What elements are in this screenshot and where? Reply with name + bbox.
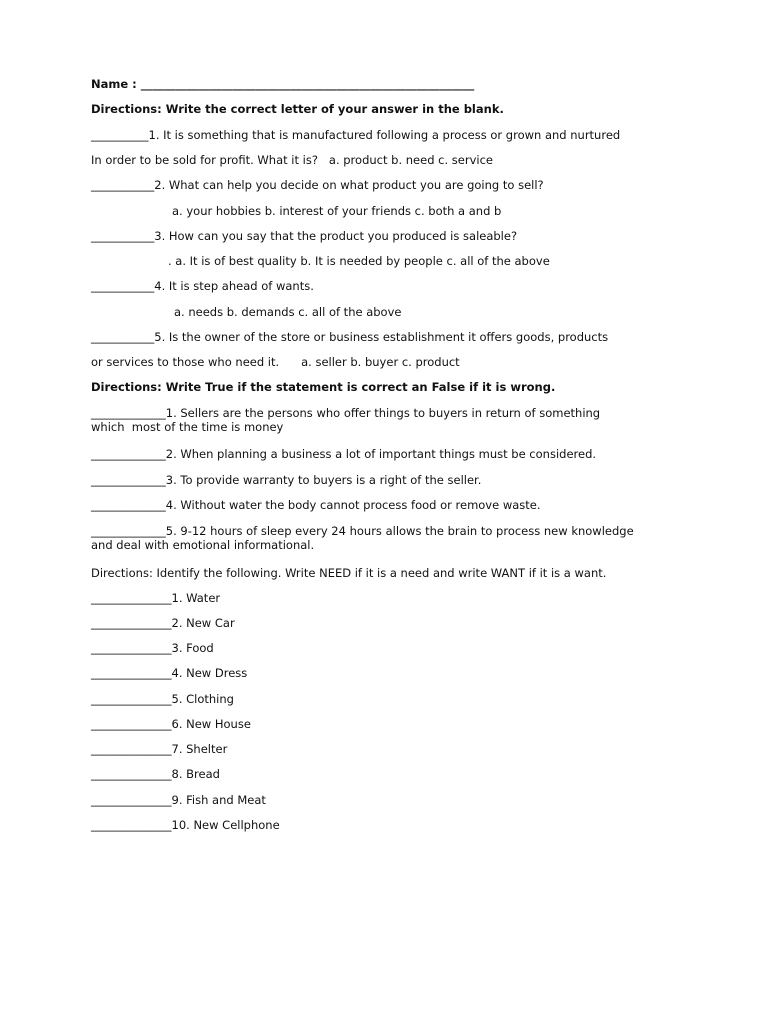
- true-false-item-5: _____________5. 9-12 hours of sleep every 24 hours allows the brain to process new knowledge and deal with emotional informational.: [91, 524, 634, 552]
- question-2-choices: a. your hobbies b. interest of your friends c. both a and b: [172, 204, 502, 218]
- section2-directions: Directions: Write True if the statement is correct an False if it is wrong.: [91, 380, 556, 394]
- question-5-line1: ___________5. Is the owner of the store or business establishment it offers goods, products: [91, 330, 609, 344]
- question-3: ___________3. How can you say that the product you produced is saleable?: [91, 229, 518, 243]
- question-1-line1: __________1. It is something that is manufactured following a process or grown and nurtured: [91, 128, 621, 142]
- need-want-item-3: ______________3. Food: [91, 641, 214, 655]
- true-false-item-2: _____________2. When planning a business a lot of important things must be considered.: [91, 447, 597, 461]
- need-want-item-10: ______________10. New Cellphone: [91, 818, 280, 832]
- need-want-item-1: ______________1. Water: [91, 591, 221, 605]
- need-want-item-8: ______________8. Bread: [91, 767, 220, 781]
- true-false-item-1: _____________1. Sellers are the persons who offer things to buyers in return of something which most of the time is money: [91, 406, 601, 434]
- need-want-item-6: ______________6. New House: [91, 717, 251, 731]
- question-1-line2: In order to be sold for profit. What it is? a. product b. need c. service: [91, 153, 493, 167]
- question-4-choices: a. needs b. demands c. all of the above: [174, 305, 402, 319]
- question-2: ___________2. What can help you decide on what product you are going to sell?: [91, 178, 544, 192]
- need-want-item-7: ______________7. Shelter: [91, 742, 228, 756]
- need-want-item-9: ______________9. Fish and Meat: [91, 793, 266, 807]
- section3-directions: Directions: Identify the following. Write NEED if it is a need and write WANT if it is a want.: [91, 566, 607, 580]
- name-field-line: Name : __________________________________________________________: [91, 77, 475, 91]
- section1-directions: Directions: Write the correct letter of your answer in the blank.: [91, 102, 504, 116]
- need-want-item-5: ______________5. Clothing: [91, 692, 234, 706]
- true-false-item-4: _____________4. Without water the body cannot process food or remove waste.: [91, 498, 541, 512]
- question-3-choices: . a. It is of best quality b. It is needed by people c. all of the above: [168, 254, 550, 268]
- true-false-item-3: _____________3. To provide warranty to buyers is a right of the seller.: [91, 473, 482, 487]
- need-want-item-4: ______________4. New Dress: [91, 666, 248, 680]
- need-want-item-2: ______________2. New Car: [91, 616, 235, 630]
- question-4: ___________4. It is step ahead of wants.: [91, 279, 314, 293]
- question-5-line2: or services to those who need it. a. seller b. buyer c. product: [91, 355, 460, 369]
